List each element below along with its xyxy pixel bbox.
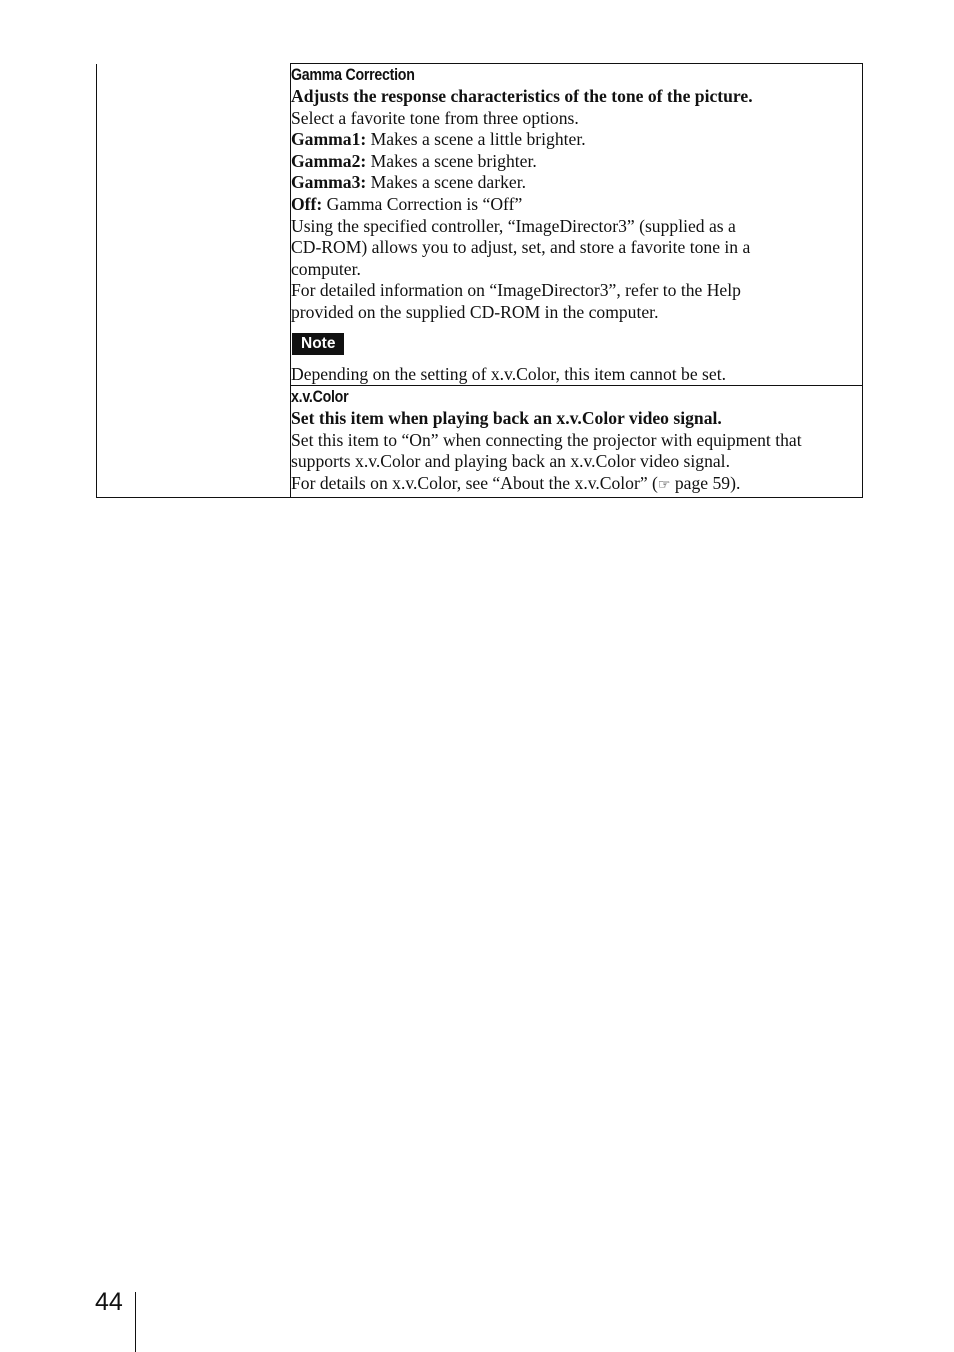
note-badge: Note (292, 333, 344, 355)
gamma-option-label: Gamma1: (291, 129, 367, 150)
xv-color-description-line: Set this item to “On” when connecting the projector with equipment that (291, 429, 802, 450)
controller-paragraph-line: Using the specified controller, “ImageDirector3” (supplied as a (291, 215, 736, 236)
gamma-correction-cell (291, 64, 863, 386)
gamma-option-2 (291, 151, 862, 173)
help-paragraph-line: For detailed information on “ImageDirector3”, refer to the Help (291, 280, 741, 301)
gamma-correction-subtitle: Adjusts the response characteristics of the tone of the picture. (291, 86, 753, 106)
note-text: Depending on the setting of x.v.Color, this item cannot be set. (291, 363, 726, 384)
reference-text-before: For details on x.v.Color, see “About the x.v.Color” ( (291, 472, 658, 493)
settings-table (96, 63, 863, 498)
gamma-intro: Select a favorite tone from three options. (291, 107, 579, 128)
gamma-option-label: Gamma3: (291, 172, 367, 193)
help-paragraph-line: provided on the supplied CD-ROM in the computer. (291, 301, 659, 322)
controller-paragraph-line: computer. (291, 258, 361, 279)
page-number-divider (135, 1292, 136, 1352)
xv-color-heading: x.v.Color (291, 388, 349, 407)
gamma-option-1 (291, 129, 862, 151)
page-number: 44 (95, 1288, 123, 1316)
pointing-hand-icon: ☞ (657, 476, 671, 493)
controller-paragraph-line: CD-ROM) allows you to adjust, set, and store a favorite tone in a (291, 237, 751, 258)
gamma-option-off (291, 194, 862, 216)
table-left-column (97, 64, 291, 498)
xv-color-description-line: supports x.v.Color and playing back an x.v.Color video signal. (291, 451, 730, 472)
xv-color-reference (291, 473, 862, 497)
gamma-option-text: Makes a scene brighter. (366, 150, 537, 171)
gamma-option-label: Gamma2: (291, 150, 367, 171)
gamma-option-text: Makes a scene a little brighter. (366, 129, 586, 150)
gamma-option-label: Off: (291, 193, 323, 214)
xv-color-cell (291, 386, 863, 497)
gamma-correction-heading: Gamma Correction (291, 66, 415, 84)
reference-page-link[interactable]: page 59). (670, 472, 741, 493)
xv-color-subtitle: Set this item when playing back an x.v.Color video signal. (291, 408, 722, 429)
gamma-option-3 (291, 172, 862, 194)
gamma-option-text: Makes a scene darker. (366, 172, 526, 193)
gamma-option-text: Gamma Correction is “Off” (322, 193, 523, 214)
